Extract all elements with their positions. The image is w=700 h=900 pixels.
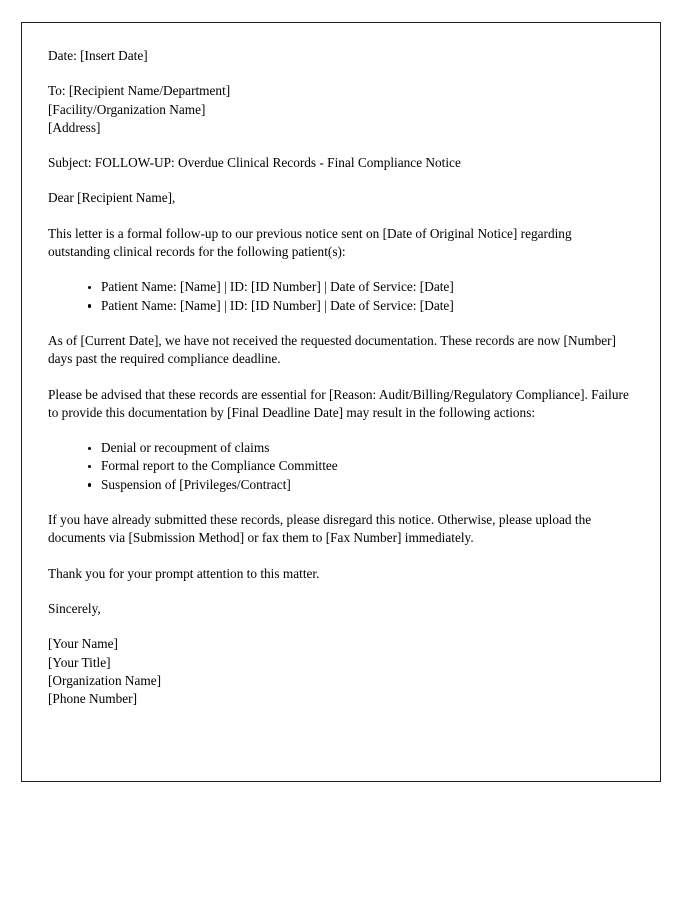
closing-line: Sincerely,	[48, 600, 101, 616]
status-paragraph: As of [Current Date], we have not received the requested documentation. These records are now [Number] days past the required compliance deadline.	[48, 332, 616, 367]
intro-paragraph: This letter is a formal follow-up to our previous notice sent on [Date of Original Notice] regarding outstanding clinical records for the following patient(s):	[48, 225, 572, 260]
warning-paragraph: Please be advised that these records are essential for [Reason: Audit/Billing/Regulatory Compliance]. Failure to provide this documentation by [Final Deadline Date] may result in the following actions:	[48, 386, 629, 420]
subject-line: Subject: FOLLOW-UP: Overdue Clinical Records - Final Compliance Notice	[48, 155, 461, 171]
consequence-list	[48, 439, 634, 494]
patient-list	[48, 278, 634, 315]
signature-block	[48, 635, 634, 708]
date-line: Date: [Insert Date]	[48, 48, 148, 63]
submission-paragraph: If you have already submitted these records, please disregard this notice. Otherwise, please upload the documents via [Submission Method] or fax them to [Fax Number] immediately.	[48, 512, 592, 546]
recipient-line-address: [Address]	[48, 119, 101, 135]
signature-title: [Your Title]	[48, 654, 111, 670]
letter-content	[48, 47, 634, 708]
letter-page	[21, 22, 661, 782]
recipient-line-facility: [Facility/Organization Name]	[48, 101, 206, 117]
signature-organization: [Organization Name]	[48, 672, 162, 688]
signature-name: [Your Name]	[48, 636, 118, 652]
list-item: Patient Name: [Name] | ID: [ID Number] | Date of Service: [Date]	[88, 278, 634, 296]
recipient-line-to: To: [Recipient Name/Department]	[48, 83, 231, 99]
list-item: Suspension of [Privileges/Contract]	[88, 476, 634, 494]
list-item: Denial or recoupment of claims	[88, 439, 634, 457]
thanks-paragraph: Thank you for your prompt attention to this matter.	[48, 565, 320, 581]
salutation: Dear [Recipient Name],	[48, 190, 176, 206]
list-item: Formal report to the Compliance Committee	[88, 457, 634, 475]
signature-phone: [Phone Number]	[48, 691, 137, 707]
list-item: Patient Name: [Name] | ID: [ID Number] | Date of Service: [Date]	[88, 297, 634, 315]
recipient-address-block	[48, 82, 634, 137]
